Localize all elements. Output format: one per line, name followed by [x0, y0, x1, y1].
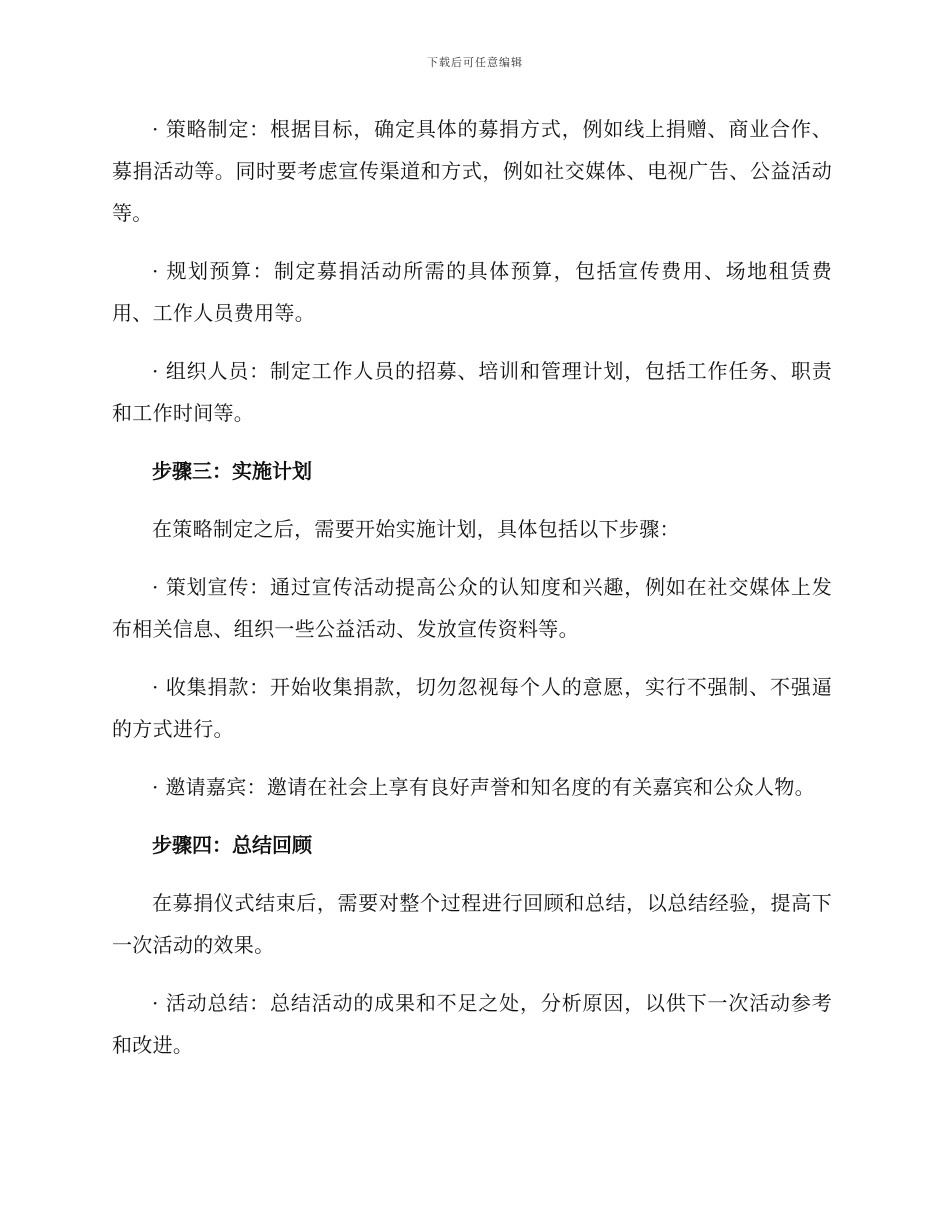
paragraph-collect-donations: · 收集捐款：开始收集捐款，切勿忽视每个人的意愿，实行不强制、不强逼的方式进行。 — [112, 675, 832, 741]
section-heading-step-four: 步骤四：总结回顾 — [152, 833, 312, 857]
section-heading-step-three: 步骤三：实施计划 — [152, 459, 312, 483]
paragraph-strategy: · 策略制定：根据目标，确定具体的募捐方式，例如线上捐赠、商业合作、募捐活动等。同时要考虑宣传渠道和方式，例如社交媒体、电视广告、公益活动等。 — [112, 117, 832, 225]
paragraph-implementation-intro: 在策略制定之后，需要开始实施计划，具体包括以下步骤： — [152, 517, 680, 541]
paragraph-staffing: · 组织人员：制定工作人员的招募、培训和管理计划，包括工作任务、职责和工作时间等。 — [112, 359, 832, 425]
paragraph-review-intro: 在募捐仪式结束后，需要对整个过程进行回顾和总结，以总结经验，提高下一次活动的效果。 — [112, 891, 832, 957]
page-header: 下载后可任意编辑 — [427, 56, 523, 69]
paragraph-publicity: · 策划宣传：通过宣传活动提高公众的认知度和兴趣，例如在社交媒体上发布相关信息、组织一些公益活动、发放宣传资料等。 — [112, 575, 832, 641]
paragraph-activity-summary: · 活动总结：总结活动的成果和不足之处，分析原因，以供下一次活动参考和改进。 — [112, 991, 832, 1057]
paragraph-invite-guests: · 邀请嘉宾：邀请在社会上享有良好声誉和知名度的有关嘉宾和公众人物。 — [152, 775, 815, 799]
document-body — [112, 108, 832, 1082]
paragraph-budget: · 规划预算：制定募捐活动所需的具体预算，包括宣传费用、场地租赁费用、工作人员费用等。 — [112, 259, 832, 325]
